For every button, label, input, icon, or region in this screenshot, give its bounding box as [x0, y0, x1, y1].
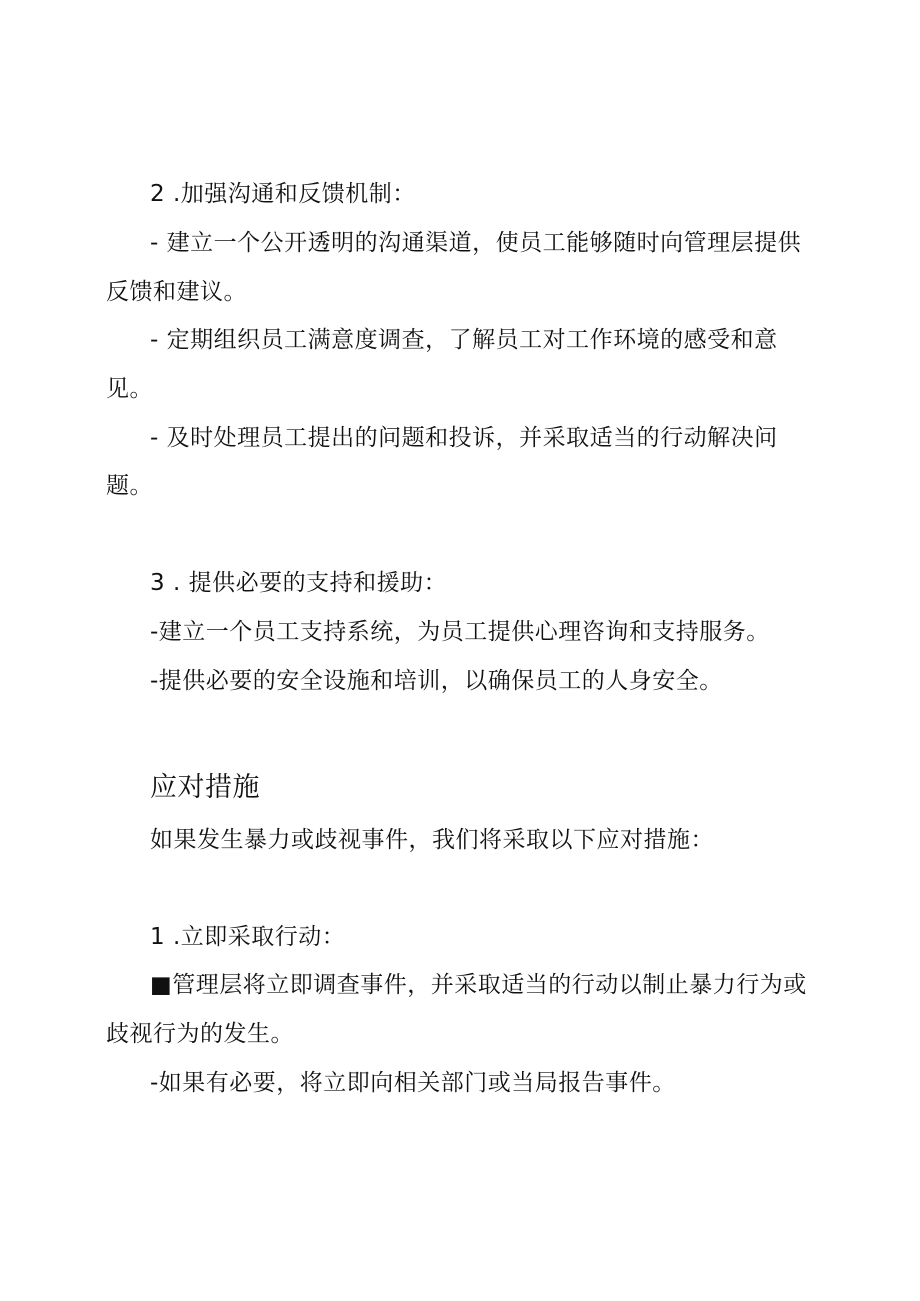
list-item-line: -建立一个员工支持系统，为员工提供心理咨询和支持服务。 [150, 619, 770, 645]
list-item-line: -提供必要的安全设施和培训，以确保员工的人身安全。 [150, 668, 723, 694]
list-item-line: 反馈和建议。 [106, 279, 247, 305]
step-title: 1 .立即采取行动： [150, 924, 346, 950]
list-item-line: ■管理层将立即调查事件，并采取适当的行动以制止暴力行为或 [150, 972, 807, 998]
section-title-support: 3 . 提供必要的支持和援助： [150, 570, 448, 596]
list-item-line: - 及时处理员工提出的问题和投诉，并采取适当的行动解决问 [150, 425, 778, 451]
section-heading-response: 应对措施 [150, 772, 260, 803]
list-item-line: - 定期组织员工满意度调查，了解员工对工作环境的感受和意 [150, 327, 778, 353]
list-item-line: - 建立一个公开透明的沟通渠道，使员工能够随时向管理层提供 [150, 230, 802, 256]
response-intro: 如果发生暴力或歧视事件，我们将采取以下应对措施： [150, 827, 714, 853]
list-item-line: 歧视行为的发生。 [106, 1021, 294, 1047]
section-title-communication: 2 .加强沟通和反馈机制： [150, 181, 416, 207]
list-item-line: 见。 [106, 376, 153, 402]
list-item-line: 题。 [106, 473, 153, 499]
list-item-line: -如果有必要，将立即向相关部门或当局报告事件。 [150, 1070, 676, 1096]
